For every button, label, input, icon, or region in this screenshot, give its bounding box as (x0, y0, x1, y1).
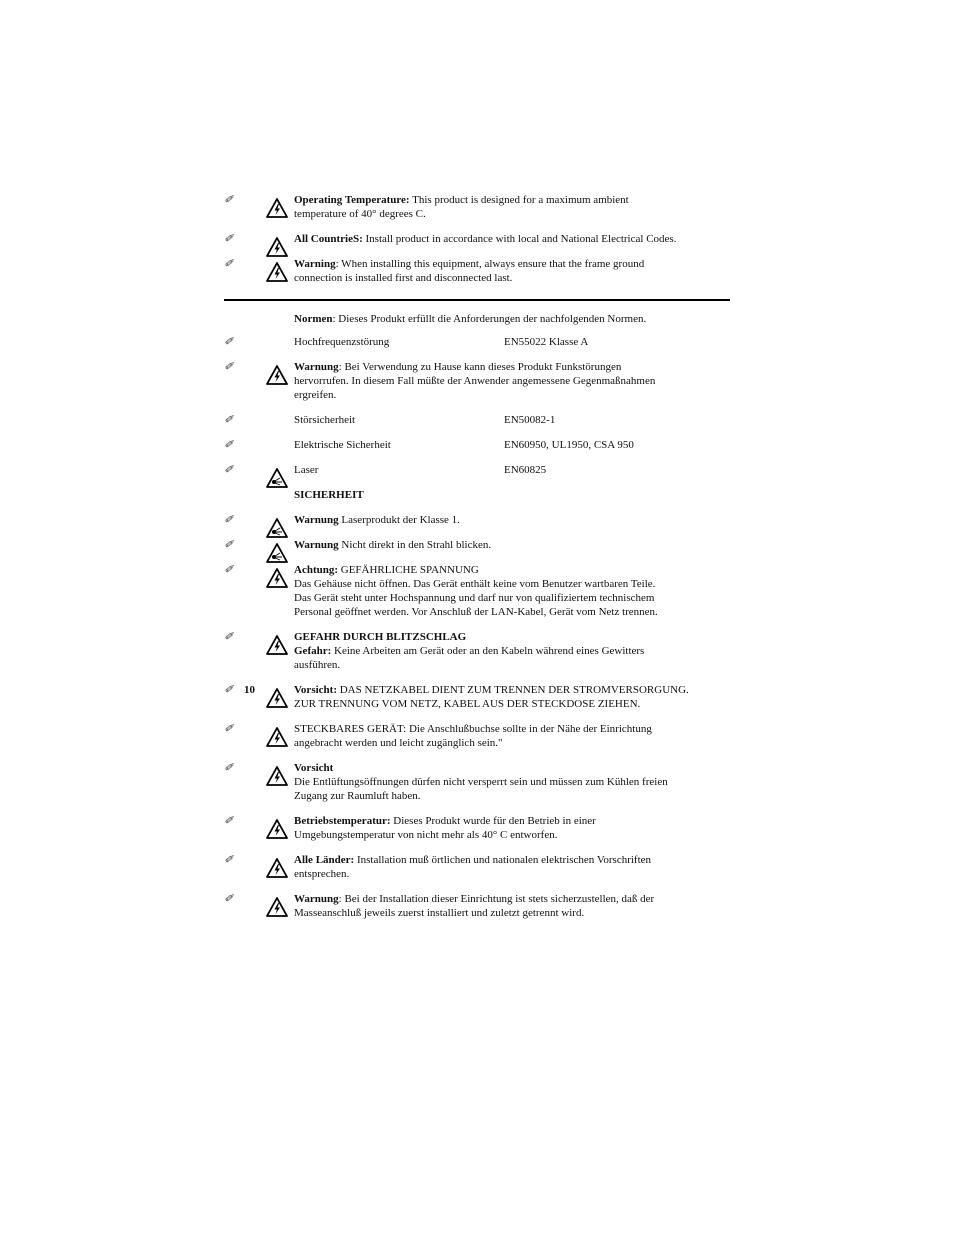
item-title: Warnung (294, 361, 339, 373)
pencil-bullet-icon: ✐ (224, 723, 234, 735)
pencil-bullet-icon: ✐ (224, 233, 234, 245)
warning-lightning-icon (266, 568, 288, 588)
standard-value: EN60950, UL1950, CSA 950 (504, 439, 634, 451)
item-title: Warnung (294, 539, 339, 551)
warning-laser-icon (266, 518, 288, 538)
document-page: ✐ Operating Temperature: This product is designed for a maximum ambient temperature of 40° degrees C. ✐ All CountrieS: Install product in accordance with local and National Electrical Codes. ✐ Warning: When installing this equipment, always ensure that the frame ground connection is installed first and disconnected last. Normen: Dieses Produkt erfüllt die Anforderungen der nachfolgenden Normen. ✐ Hochfrequenzstörung EN55022 Klasse A ✐ Warnung: Bei Verwendung zu Hause kann dieses Produkt Funkstörungen hervorrufen. In diesem Fall müßte der Anwender angemessene Gegenmaßnahmen ergreifen. ✐ Störsicherheit EN50082-1 ✐ Elektrische Sicherheit EN60950, UL1950, CSA 950 ✐ Laser EN60825 SICHERHEIT ✐ Warnung Laserprodukt der Klasse 1. ✐ Warnung Nicht direkt in den Strahl blicken. ✐ Achtung: GEFÄHRLICHE SPANNUNG Das Gehäuse nicht öffnen. Das Gerät enthält keine vom Benutzer wartbaren Teile. Das Gerät steht unter Hochspannung und darf nur von qualifiziertem technischem Personal geöffnet werden. Vor Anschluß der LAN-Kabel, Gerät vom Netz trennen. ✐ GEFAHR DURCH BLITZSCHLAG Gefahr: Keine Arbeiten am Gerät oder an den Kabeln während eines Gewitters ausführen. ✐ 10 Vorsicht: DAS NETZKABEL DIENT ZUM TRENNEN DER STROMVERSORGUNG. ZUR TRENNUNG VOM NETZ, KABEL AUS DER STECKDOSE ZIEHEN. ✐ STECKBARES GERÄT: Die Anschlußbuchse sollte in der Nähe der Einrichtung angebracht werden und leicht zugänglich sein." ✐ Vorsicht Die Entlüftungsöffnungen dürfen nicht versperrt sein und müssen zum Kühlen freien Zugang zur Raumluft haben. ✐ Betriebstemperatur: Dieses Produkt wurde für den Betrieb in einer Umgebungstemperatur von nicht mehr als 40° C entworfen. ✐ Alle Länder: Installation muß örtlichen und nationalen elektrischen Vorschriften entsprechen. ✐ Warnung: Bei der Installation dieser Einrichtung ist stets sicherzustellen, daß der Masseanschluß jeweils zuerst installiert und zuletzt getrennt wird. (0, 0, 954, 1235)
warning-lightning-icon (266, 819, 288, 839)
standard-label: Laser (294, 464, 319, 476)
warning-lightning-icon (266, 688, 288, 708)
item-title: Achtung: (294, 564, 339, 576)
pencil-bullet-icon: ✐ (224, 893, 234, 905)
item-title: Warning (294, 258, 336, 270)
standard-label: Hochfrequenzstörung (294, 336, 390, 348)
standard-value: EN60825 (504, 464, 547, 476)
item-title: Operating Temperature: (294, 194, 410, 206)
pencil-bullet-icon: ✐ (224, 439, 234, 451)
item-title: Warnung (294, 893, 339, 905)
standard-label: Störsicherheit (294, 414, 356, 426)
warning-lightning-icon (266, 198, 288, 218)
warning-lightning-icon (266, 897, 288, 917)
warning-lightning-icon (266, 262, 288, 282)
pencil-bullet-icon: ✐ (224, 631, 234, 643)
standard-value: EN55022 Klasse A (504, 336, 589, 348)
pencil-bullet-icon: ✐ (224, 762, 234, 774)
pencil-bullet-icon: ✐ (224, 514, 234, 526)
item-title: Vorsicht (294, 762, 334, 774)
pencil-bullet-icon: ✐ (224, 258, 234, 270)
pencil-bullet-icon: ✐ (224, 361, 234, 373)
pencil-bullet-icon: ✐ (224, 336, 234, 348)
standard-value: EN50082-1 (504, 414, 556, 426)
pencil-bullet-icon: ✐ (224, 464, 234, 476)
warning-lightning-icon (266, 858, 288, 878)
warning-lightning-icon (266, 727, 288, 747)
standard-label: Elektrische Sicherheit (294, 439, 391, 451)
pencil-bullet-icon: ✐ (224, 194, 234, 206)
item-title: Normen (294, 313, 333, 325)
section-heading: SICHERHEIT (294, 489, 364, 501)
warning-lightning-icon (266, 766, 288, 786)
warning-lightning-icon (266, 237, 288, 257)
warning-laser-icon (266, 468, 288, 488)
pencil-bullet-icon: ✐ (224, 854, 234, 866)
item-title: Warnung (294, 514, 339, 526)
pencil-bullet-icon: ✐ (224, 815, 234, 827)
pencil-bullet-icon: ✐ (224, 539, 234, 551)
section-divider (224, 299, 730, 301)
item-title: All CountrieS: (294, 233, 363, 245)
warning-laser-icon (266, 543, 288, 563)
page-number: 10 (244, 684, 255, 696)
pencil-bullet-icon: ✐ (224, 564, 234, 576)
pencil-bullet-icon: ✐ (224, 414, 234, 426)
warning-lightning-icon (266, 365, 288, 385)
item-title: GEFAHR DURCH BLITZSCHLAG (294, 631, 467, 643)
item-title: Betriebstemperatur: (294, 815, 391, 827)
item-title: Vorsicht: (294, 684, 337, 696)
item-title: Alle Länder: (294, 854, 355, 866)
pencil-bullet-icon: ✐ (224, 684, 234, 696)
warning-lightning-icon (266, 635, 288, 655)
